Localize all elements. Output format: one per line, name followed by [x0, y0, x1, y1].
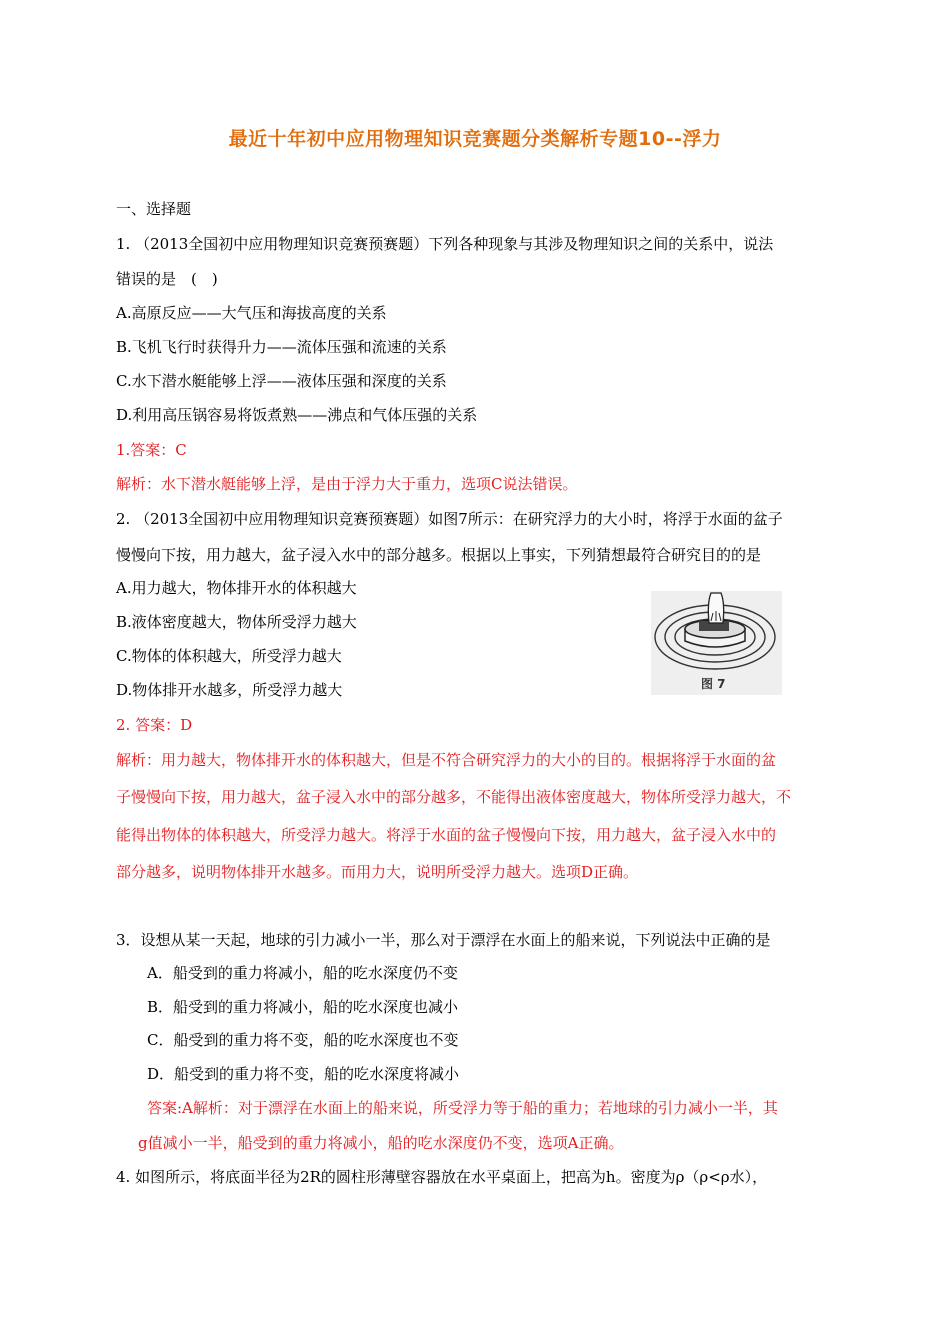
q2-analysis-line2: 子慢慢向下按，用力越大，盆子浸入水中的部分越多，不能得出液体密度越大，物体所受浮力越大，不 [116, 788, 792, 806]
q4-stem: 4. 如图所示，将底面半径为2R的圆柱形薄壁容器放在水平桌面上，把高为h。密度为ρ（ρ<ρ水）， [116, 1168, 768, 1186]
q1-analysis: 解析：水下潜水艇能够上浮，是由于浮力大于重力，选项C说法错误。 [116, 475, 578, 493]
q2-answer: 2. 答案：D [116, 716, 193, 734]
q2-analysis-line1: 解析：用力越大，物体排开水的体积越大，但是不符合研究浮力的大小的目的。根据将浮于水面的盆 [116, 751, 777, 769]
q2-analysis-line3: 能得出物体的体积越大，所受浮力越大。将浮于水面的盆子慢慢向下按，用力越大，盆子浸入水中的 [116, 826, 777, 844]
q2-option-d: D.物体排开水越多，所受浮力越大 [116, 681, 343, 699]
figure-7-image [651, 591, 782, 695]
q2-stem-line1: 2. （2013全国初中应用物理知识竞赛预赛题）如图7所示：在研究浮力的大小时，将浮于水面的盆子 [116, 510, 783, 528]
q1-option-a: A.高原反应——大气压和海拔高度的关系 [116, 304, 387, 322]
q1-option-b: B.飞机飞行时获得升力——流体压强和流速的关系 [116, 338, 447, 356]
q1-option-d: D.利用高压锅容易将饭煮熟——沸点和气体压强的关系 [116, 406, 478, 424]
figure-7-label: 图 7 [701, 677, 726, 691]
section-heading: 一、选择题 [116, 200, 192, 218]
q2-analysis-line4: 部分越多，说明物体排开水越多。而用力大，说明所受浮力越大。选项D正确。 [116, 863, 639, 881]
q1-option-c: C.水下潜水艇能够上浮——液体压强和深度的关系 [116, 372, 447, 390]
q3-option-b: B．船受到的重力将减小，船的吃水深度也减小 [147, 998, 459, 1016]
q1-stem-line2: 错误的是 ( ) [116, 270, 218, 288]
q2-option-c: C.物体的体积越大，所受浮力越大 [116, 647, 342, 665]
document-title: 最近十年初中应用物理知识竞赛题分类解析专题10--浮力 [228, 128, 722, 150]
q2-option-b: B.液体密度越大，物体所受浮力越大 [116, 613, 357, 631]
q3-analysis-line1: 答案:A解析：对于漂浮在水面上的船来说，所受浮力等于船的重力；若地球的引力减小一半，其 [147, 1099, 778, 1117]
q2-option-a: A.用力越大，物体排开水的体积越大 [116, 579, 357, 597]
q3-analysis-line2: g值减小一半，船受到的重力将减小，船的吃水深度仍不变，选项A正确。 [138, 1134, 624, 1152]
q3-option-a: A．船受到的重力将减小，船的吃水深度仍不变 [147, 964, 458, 982]
q1-answer: 1.答案：C [116, 441, 187, 459]
q3-option-c: C．船受到的重力将不变，船的吃水深度也不变 [147, 1031, 459, 1049]
q3-stem: 3．设想从某一天起，地球的引力减小一半，那么对于漂浮在水面上的船来说，下列说法中正确的是 [116, 931, 771, 949]
q2-stem-line2: 慢慢向下按，用力越大，盆子浸入水中的部分越多。根据以上事实，下列猜想最符合研究目的的是 [116, 546, 762, 564]
q3-option-d: D．船受到的重力将不变，船的吃水深度将减小 [147, 1065, 460, 1083]
q1-stem-line1: 1. （2013全国初中应用物理知识竞赛预赛题）下列各种现象与其涉及物理知识之间的关系中，说法 [116, 235, 774, 253]
